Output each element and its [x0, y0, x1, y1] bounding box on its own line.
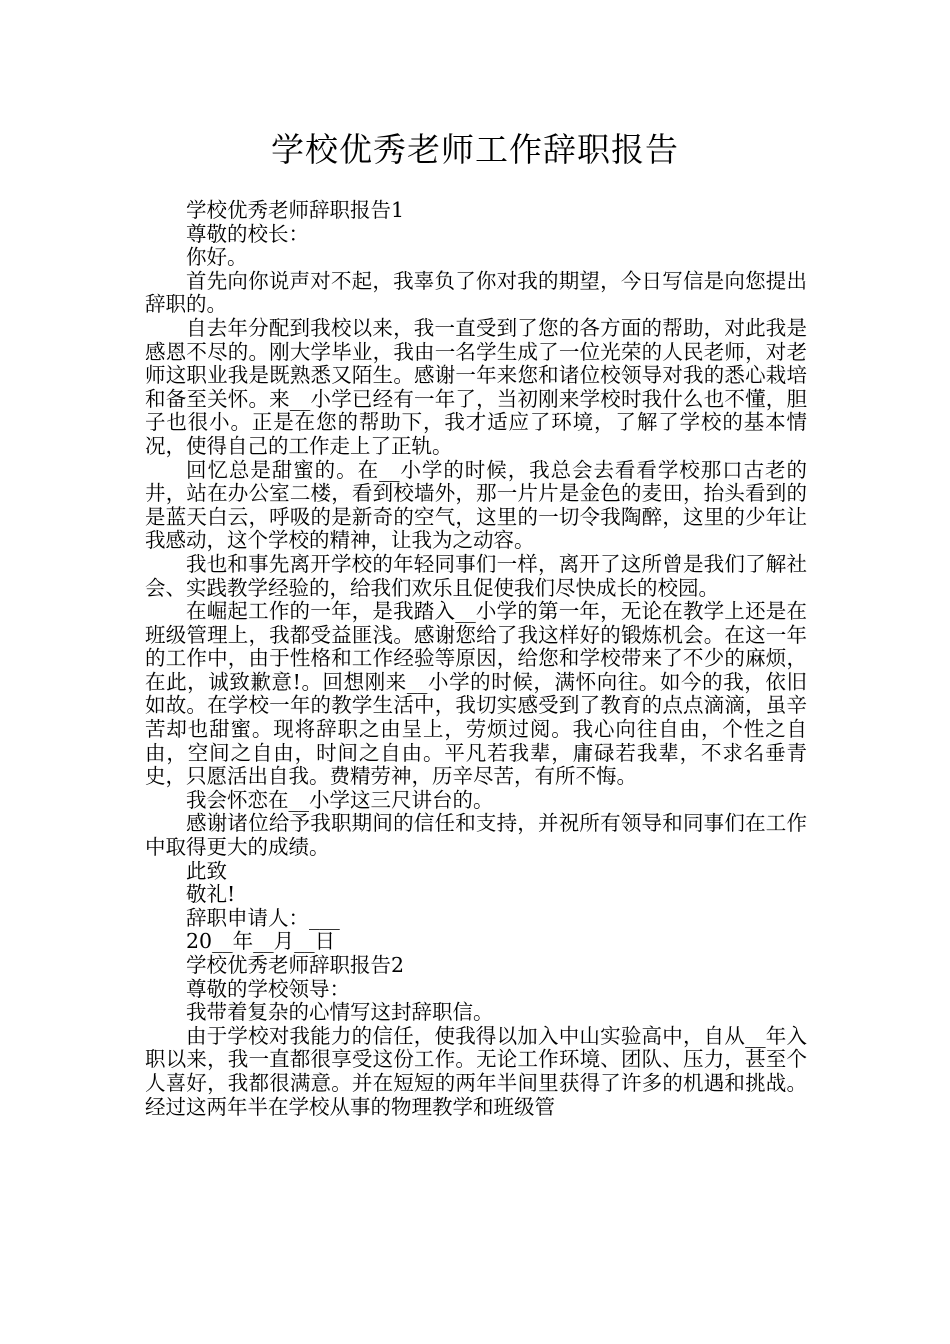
body-paragraph: 在崛起工作的一年，是我踏入__小学的第一年，无论在教学上还是在班级管理上，我都受益匪浅。感谢您给了我这样好的锻炼机会。在这一年的工作中，由于性格和工作经验等原因，给您和学校带来了不少的麻烦，在此，诚致歉意!。回想刚来__小学的时候，满怀向往。如今的我，依旧如故。在学校一年的教学生活中，我切实感受到了教育的点点滴滴，虽辛苦却也甜蜜。现将辞职之由呈上，劳烦过阅。我心向往自由，个性之自由，空间之自由，时间之自由。平凡若我辈，庸碌若我辈，不求名垂青史，只愿活出自我。费精劳神，历辛尽苦，有所不悔。: [145, 599, 807, 789]
report-1-heading: 学校优秀老师辞职报告1: [186, 198, 405, 222]
document-title: 学校优秀老师工作辞职报告: [271, 130, 679, 169]
body-paragraph: 我带着复杂的心情写这封辞职信。: [186, 1000, 494, 1025]
greeting: 你好。: [186, 245, 248, 270]
signature-line: 辞职申请人：___: [186, 905, 340, 930]
document-body: [145, 199, 807, 1119]
body-paragraph: 我也和事先离开学校的年轻同事们一样，离开了这所曾是我们了解社会、实践教学经验的，给我们欢乐且促使我们尽快成长的校园。: [145, 551, 807, 600]
body-paragraph: 回忆总是甜蜜的。在__小学的时候，我总会去看看学校那口古老的井，站在办公室二楼，看到校墙外，那一片片是金色的麦田，抬头看到的是蓝天白云，呼吸的是新奇的空气，这里的一切令我陶醉，这里的少年让我感动，这个学校的精神，让我为之动容。: [145, 457, 807, 553]
body-paragraph: 我会怀恋在__小学这三尺讲台的。: [186, 787, 494, 812]
salutation: 尊敬的校长：: [186, 221, 309, 246]
date-line: 20__年__月__日: [186, 929, 336, 954]
closing-line: 此致: [186, 858, 227, 883]
closing-regards: 敬礼!: [186, 882, 236, 907]
salutation: 尊敬的学校领导：: [186, 976, 350, 1001]
body-paragraph: 首先向你说声对不起，我辜负了你对我的期望，今日写信是向您提出辞职的。: [145, 268, 807, 317]
body-paragraph: 由于学校对我能力的信任，使我得以加入中山实验高中，自从__年入职以来，我一直都很享受这份工作。无论工作环境、团队、压力，甚至个人喜好，我都很满意。并在短短的两年半间里获得了许多的机遇和挑战。经过这两年半在学校从事的物理教学和班级管: [145, 1023, 807, 1119]
body-paragraph: 感谢诸位给予我职期间的信任和支持，并祝所有领导和同事们在工作中取得更大的成绩。: [145, 811, 807, 860]
body-paragraph: 自去年分配到我校以来，我一直受到了您的各方面的帮助，对此我是感恩不尽的。刚大学毕业，我由一名学生成了一位光荣的人民老师，对老师这职业我是既熟悉又陌生。感谢一年来您和诸位校领导对我的悉心栽培和备至关怀。来__小学已经有一年了，当初刚来学校时我什么也不懂，胆子也很小。正是在您的帮助下，我才适应了环境，了解了学校的基本情况，使得自己的工作走上了正轨。: [145, 315, 807, 458]
report-2-heading: 学校优秀老师辞职报告2: [186, 953, 405, 977]
